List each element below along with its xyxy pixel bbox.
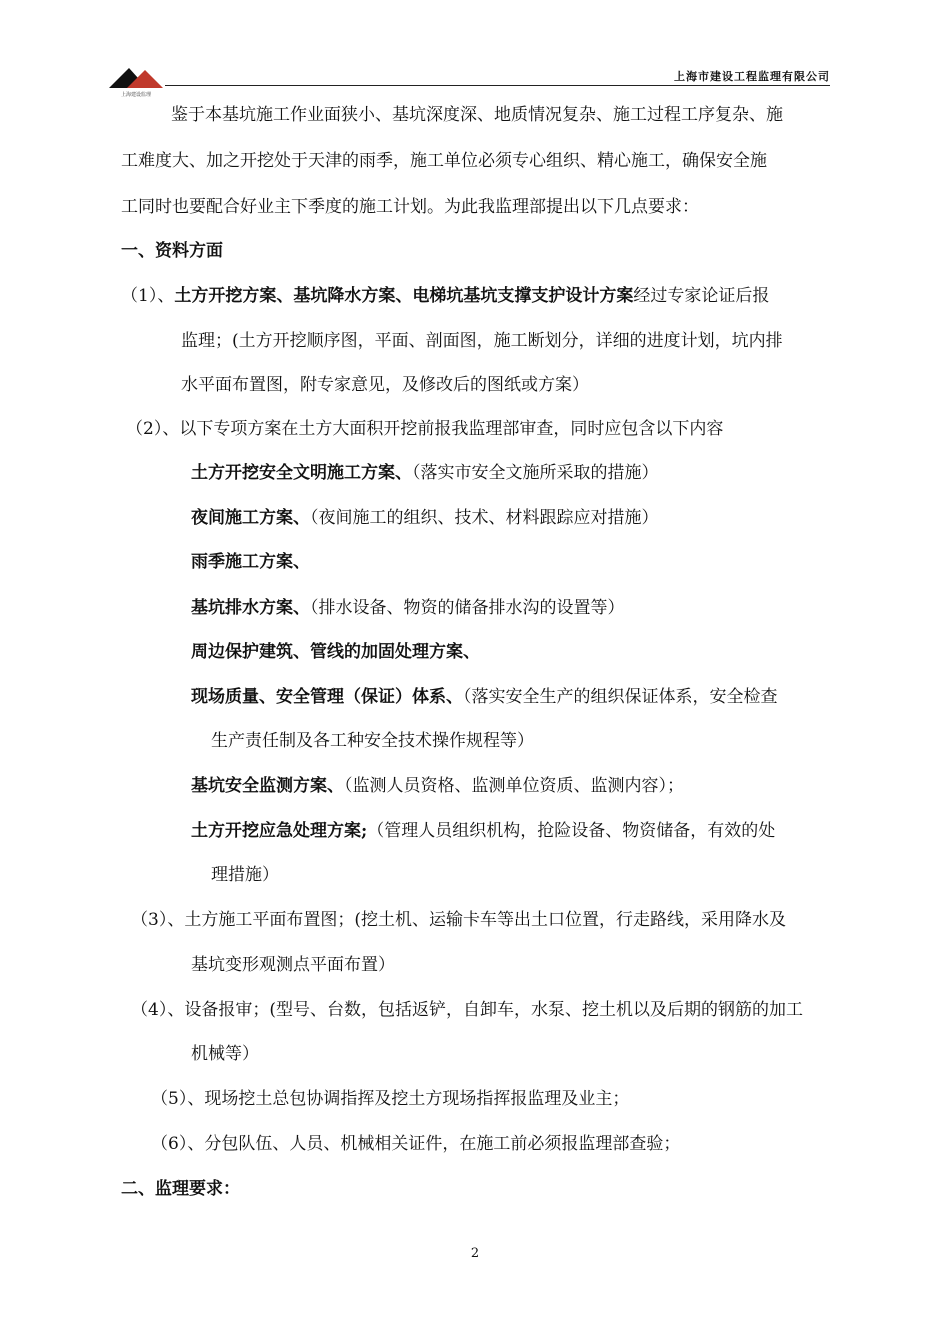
list-item-continuation: 监理；(土方开挖顺序图，平面、剖面图，施工断划分，详细的进度计划，坑内排 — [181, 331, 783, 351]
sub-item-title: 土方开挖应急处理方案; — [191, 821, 368, 841]
list-item — [121, 284, 769, 308]
paragraph-line: 工同时也要配合好业主下季度的施工计划。为此我监理部提出以下几点要求： — [121, 197, 699, 217]
sub-item-title: 基坑排水方案、 — [191, 598, 310, 618]
sub-item — [191, 596, 625, 620]
sub-item-text: （管理人员组织机构，抢险设备、物资储备，有效的处 — [367, 821, 776, 841]
sub-item-text: （夜间施工的组织、技术、材料跟踪应对措施） — [310, 508, 659, 528]
list-item-continuation: 水平面布置图，附专家意见，及修改后的图纸或方案） — [181, 375, 589, 395]
sub-item — [191, 685, 778, 709]
list-item: （4）、设备报审；(型号、台数，包括返铲，自卸车，水泵、挖土机以及后期的钢筋的加工 — [131, 1000, 803, 1020]
sub-item — [191, 461, 659, 485]
sub-item-title: 土方开挖安全文明施工方案、 — [191, 463, 412, 483]
company-name: 上海市建设工程监理有限公司 — [674, 70, 830, 83]
sub-item-title: 夜间施工方案、 — [191, 508, 310, 528]
item-text: 经过专家论证后报 — [633, 286, 770, 306]
sub-item-title: 雨季施工方案、 — [191, 552, 310, 572]
company-logo — [107, 62, 165, 98]
sub-item — [191, 506, 659, 530]
sub-item-title: 基坑安全监测方案、 — [191, 776, 344, 796]
list-item-continuation: 机械等） — [191, 1044, 259, 1064]
sub-item-text: （落实安全生产的组织保证体系，安全检查 — [463, 687, 778, 707]
list-item: （5）、现场挖土总包协调指挥及挖土方现场指挥报监理及业主； — [151, 1089, 630, 1109]
sub-item-continuation: 理措施） — [211, 865, 279, 885]
sub-item — [191, 819, 775, 843]
page-number: 2 — [470, 1246, 480, 1261]
section-heading: 一、资料方面 — [121, 241, 223, 261]
paragraph-line: 工难度大、加之开挖处于天津的雨季，施工单位必须专心组织、精心施工，确保安全施 — [121, 151, 767, 171]
section-heading: 二、监理要求： — [121, 1179, 240, 1199]
header-rule — [165, 85, 830, 86]
sub-item-continuation: 生产责任制及各工种安全技术操作规程等） — [211, 731, 534, 751]
sub-item-text: （排水设备、物资的储备排水沟的设置等） — [310, 598, 625, 618]
list-item-continuation: 基坑变形观测点平面布置） — [191, 955, 395, 975]
list-item: （2）、以下专项方案在土方大面积开挖前报我监理部审查，同时应包含以下内容 — [126, 419, 724, 439]
sub-item — [191, 774, 684, 798]
list-item: （3）、土方施工平面布置图；(挖土机、运输卡车等出土口位置，行走路线，采用降水及 — [131, 910, 786, 930]
logo-text: 上海建设监理 — [120, 92, 152, 98]
list-item: （6）、分包队伍、人员、机械相关证件，在施工前必须报监理部查验； — [151, 1134, 681, 1154]
item-number: （1）、 — [121, 286, 175, 306]
page-header — [107, 58, 830, 98]
sub-item-text: （监测人员资格、监测单位资质、监测内容）； — [344, 776, 684, 796]
item-bold: 土方开挖方案、基坑降水方案、电梯坑基坑支撑支护设计方案 — [174, 286, 634, 306]
sub-item-title: 周边保护建筑、管线的加固处理方案、 — [191, 642, 480, 662]
sub-item-title: 现场质量、安全管理（保证）体系、 — [191, 687, 463, 707]
paragraph-line: 鉴于本基坑施工作业面狭小、基坑深度深、地质情况复杂、施工过程工序复杂、施 — [171, 105, 783, 125]
sub-item-text: （落实市安全文施所采取的措施） — [412, 463, 659, 483]
